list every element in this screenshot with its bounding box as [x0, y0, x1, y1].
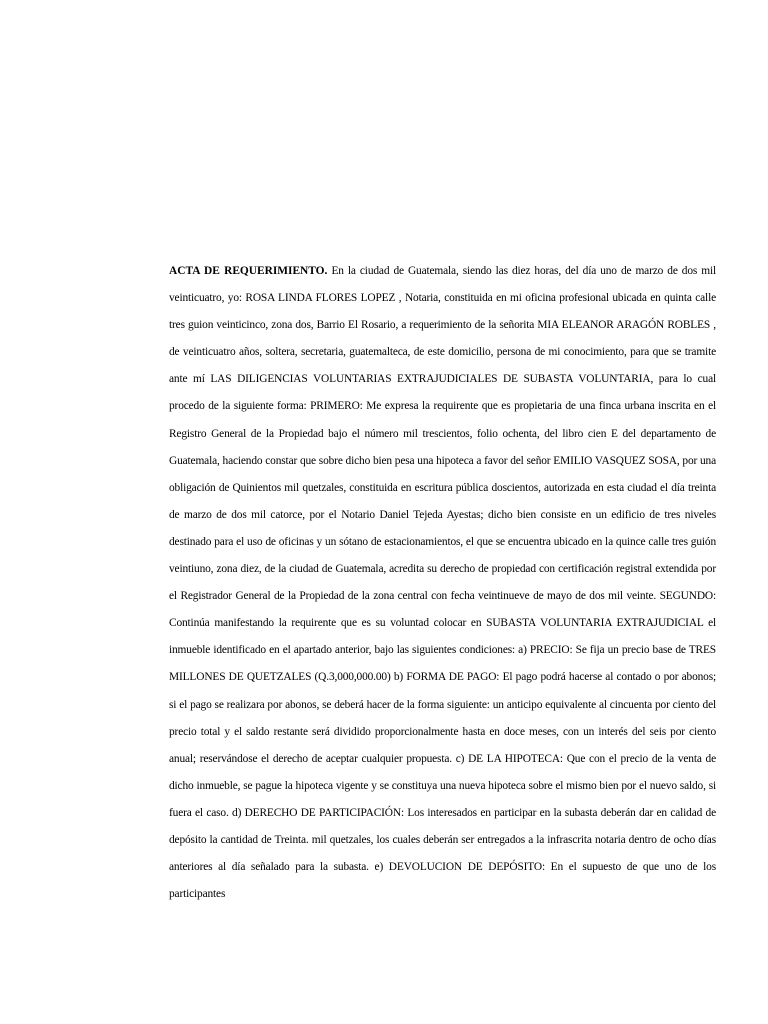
document-body-text: En la ciudad de Guatemala, siendo las diez horas, del día uno de marzo de dos mil veinticuatro, yo: ROSA LINDA FLORES LOPEZ , Notaria, constituida en mi oficina profesional ubicada en quinta calle tres guion veinticinco, zona dos, Barrio El Rosario, a requerimiento de la señorita MIA ELEANOR ARAGÓN ROBLES , de veinticuatro años, soltera, secretaria, guatemalteca, de este domicilio, persona de mi conocimiento, para que se tramite ante mí LAS DILIGENCIAS VOLUNTARIAS EXTRAJUDICIALES DE SUBASTA VOLUNTARIA, para lo cual procedo de la siguiente forma: PRIMERO: Me expresa la requirente que es propietaria de una finca urbana inscrita en el Registro General de la Propiedad bajo el número mil trescientos, folio ochenta, del libro cien E del departamento de Guatemala, haciendo constar que sobre dicho bien pesa una hipoteca a favor del señor EMILIO VASQUEZ SOSA, por una obligación de Quinientos mil quetzales, constituida en escritura pública doscientos, autorizada en esta ciudad el día treinta de marzo de dos mil catorce, por el Notario Daniel Tejeda Ayestas; dicho bien consiste en un edificio de tres niveles destinado para el uso de oficinas y un sótano de estacionamientos, el que se encuentra ubicado en la quince calle tres guión veintiuno, zona diez, de la ciudad de Guatemala, acredita su derecho de propiedad con certificación registral extendida por el Registrador General de la Propiedad de la zona central con fecha veintinueve de mayo de dos mil veinte. SEGUNDO: Continúa manifestando la requirente que es su voluntad colocar en SUBASTA VOLUNTARIA EXTRAJUDICIAL el inmueble identificado en el apartado anterior, bajo las siguientes condiciones: a) PRECIO: Se fija un precio base de TRES MILLONES DE QUETZALES (Q.3,000,000.00) b) FORMA DE PAGO: El pago podrá hacerse al contado o por abonos; si el pago se realizara por abonos, se deberá hacer de la forma siguiente: un anticipo equivalente al cincuenta por ciento del precio total y el saldo restante será dividido proporcionalmente hasta en doce meses, con un interés del seis por ciento anual; reservándose el derecho de aceptar cualquier propuesta. c) DE LA HIPOTECA: Que con el precio de la venta de dicho inmueble, se pague la hipoteca vigente y se constituya una nueva hipoteca sobre el mismo bien por el nuevo saldo, si fuera el caso. d) DERECHO DE PARTICIPACIÓN: Los interesados en participar en la subasta deberán dar en calidad de depósito la cantidad de Treinta. mil quetzales, los cuales deberán ser entregados a la infrascrita notaria dentro de ocho días anteriores al día señalado para la subasta. e) DEVOLUCION DE DEPÓSITO: En el supuesto de que uno de los participantes: [169, 265, 716, 901]
document-title: ACTA DE REQUERIMIENTO.: [169, 265, 328, 277]
document-paragraph: [169, 258, 716, 908]
